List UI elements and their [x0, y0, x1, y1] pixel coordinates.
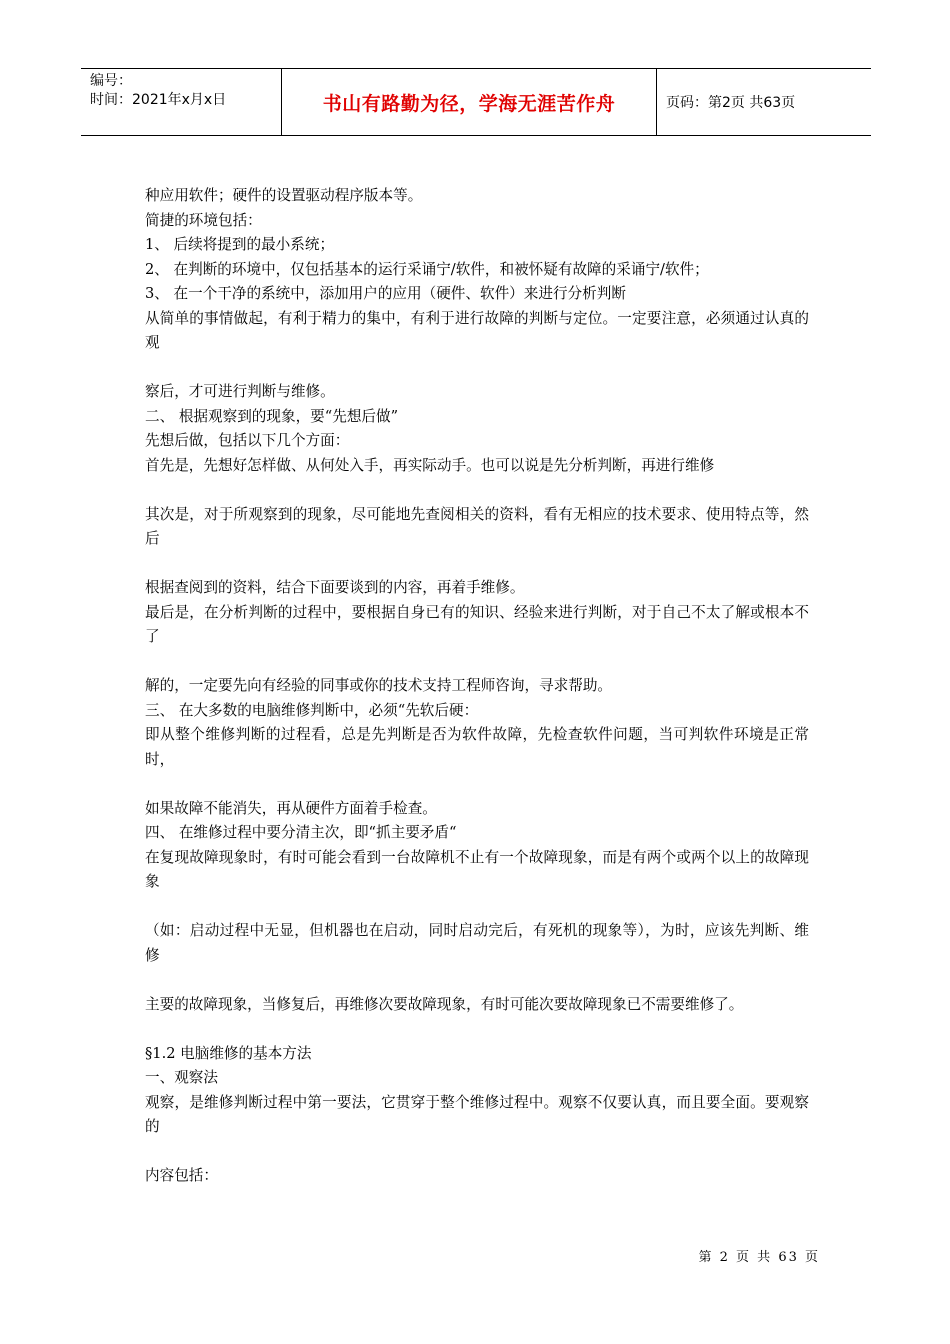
paragraph-gap: [145, 1017, 809, 1042]
paragraph-gap: [145, 968, 809, 993]
paragraph-gap: [145, 478, 809, 503]
body-paragraph: 在复现故障现象时，有时可能会看到一台故障机不止有一个故障现象，而是有两个或两个以上的故障现象: [145, 848, 809, 890]
body-paragraph: 观察，是维修判断过程中第一要法，它贯穿于整个维修过程中。观察不仅要认真，而且要全面。要观察的: [145, 1093, 809, 1135]
page-footer: 第 2 页 共 63 页: [698, 1250, 820, 1265]
body-paragraph: 即从整个维修判断的过程看，总是先判断是否为软件故障，先检查软件问题，当可判软件环境是正常时，: [145, 726, 809, 768]
header-motto: 书山有路勤为径，学海无涯苦作舟: [282, 69, 657, 135]
document-date: 时间：2021年x月x日: [90, 92, 227, 108]
body-paragraph: 主要的故障现象，当修复后，再维修次要故障现象，有时可能次要故障现象已不需要维修了。: [145, 995, 744, 1013]
body-paragraph: 二、 根据观察到的现象，要“先想后做”: [145, 407, 399, 425]
page-header: [81, 68, 871, 136]
body-paragraph: 先想后做，包括以下几个方面：: [145, 432, 350, 449]
body-paragraph: 其次是，对于所观察到的现象，尽可能地先查阅相关的资料，看有无相应的技术要求、使用特点等，然后: [145, 505, 809, 547]
document-body: [145, 184, 809, 1189]
body-paragraph: 一、观察法: [145, 1069, 218, 1086]
paragraph-gap: [145, 1140, 809, 1165]
body-paragraph: 从简单的事情做起，有利于精力的集中，有利于进行故障的判断与定位。一定要注意，必须通过认真的观: [145, 309, 809, 351]
body-paragraph: 三、 在大多数的电脑维修判断中，必须“先软后硬：: [145, 701, 479, 719]
body-paragraph: 四、 在维修过程中要分清主次，即“抓主要矛盾“: [145, 824, 457, 841]
paragraph-gap: [145, 552, 809, 577]
header-meta-cell: [81, 69, 282, 135]
paragraph-gap: [145, 895, 809, 920]
body-paragraph: §1.2 电脑维修的基本方法: [145, 1044, 312, 1062]
document-number-label: 编号：: [90, 73, 132, 89]
header-page-info: 页码：第2页 共63页: [666, 95, 796, 111]
body-paragraph: 如果故障不能消失，再从硬件方面着手检查。: [145, 799, 437, 817]
body-paragraph: 根据查阅到的资料，结合下面要谈到的内容，再着手维修。: [145, 579, 525, 596]
body-paragraph: 最后是，在分析判断的过程中，要根据自身已有的知识、经验来进行判断，对于自己不太了解或根本不了: [145, 603, 809, 645]
body-paragraph: 简捷的环境包括：: [145, 211, 262, 229]
body-paragraph: 1、 后续将提到的最小系统；: [145, 236, 335, 253]
paragraph-gap: [145, 650, 809, 675]
body-paragraph: 首先是，先想好怎样做、从何处入手，再实际动手。也可以说是先分析判断，再进行维修: [145, 456, 715, 474]
body-paragraph: 内容包括：: [145, 1167, 218, 1184]
body-paragraph: 种应用软件；硬件的设置驱动程序版本等。: [145, 187, 423, 204]
body-paragraph: 解的，一定要先向有经验的同事或你的技术支持工程师咨询，寻求帮助。: [145, 677, 613, 694]
body-paragraph: 2、 在判断的环境中，仅包括基本的运行采诵宁/软件，和被怀疑有故障的采诵宁/软件；: [145, 260, 709, 278]
paragraph-gap: [145, 772, 809, 797]
body-paragraph: 3、 在一个干净的系统中，添加用户的应用（硬件、软件）来进行分析判断: [145, 285, 626, 302]
body-paragraph: 察后，才可进行判断与维修。: [145, 383, 335, 400]
body-paragraph: （如：启动过程中无显，但机器也在启动，同时启动完后，有死机的现象等），为时，应该先判断、维修: [145, 922, 809, 964]
paragraph-gap: [145, 356, 809, 381]
